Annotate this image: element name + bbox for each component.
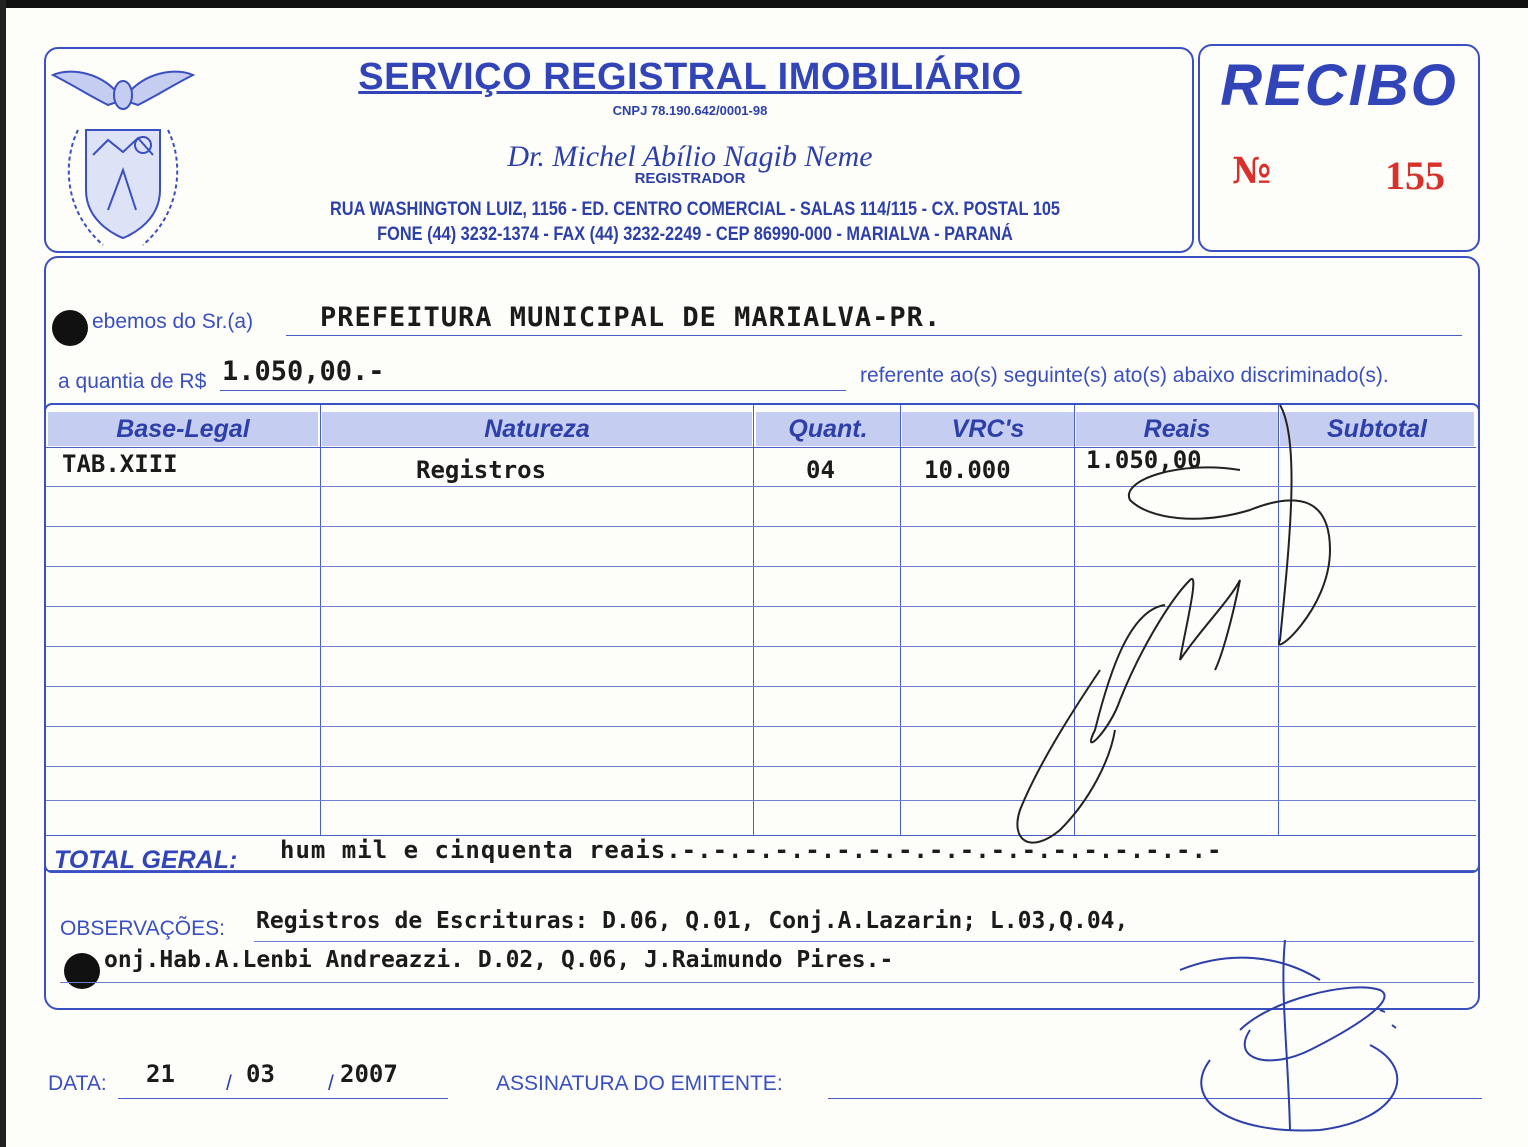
col-header-vrcs: VRC's [902,412,1074,446]
col-header-reais: Reais [1076,412,1278,446]
date-label: DATA: [48,1072,107,1095]
observations-line-1: Registros de Escrituras: D.06, Q.01, Conj.A.Lazarin; L.03,Q.04, [256,908,1129,934]
scan-left-edge [0,0,6,1147]
payer-underline [286,335,1462,336]
col-header-quant: Quant. [756,412,900,446]
amount-underline [220,390,846,391]
col-divider [900,405,901,835]
registry-title: SERVIÇO REGISTRAL IMOBILIÁRIO [358,56,1022,98]
observations-line-2: onj.Hab.A.Lenbi Andreazzi. D.02, Q.06, J.Raimundo Pires.- [104,947,894,973]
amount-value: 1.050,00.- [222,356,385,387]
receipt-number: 155 [1385,153,1445,198]
address-line-2: FONE (44) 3232-1374 - FAX (44) 3232-2249 - CEP 86990-000 - MARIALVA - PARANÁ [377,224,1013,245]
observations-label: OBSERVAÇÕES: [60,917,225,940]
amount-label: a quantia de R$ [58,370,207,393]
payer-label: ebemos do Sr.(a) [92,310,254,333]
handwritten-signature-table [1000,400,1360,880]
table-cell: TAB.XIII [62,450,178,478]
scan-top-edge [0,0,1528,8]
coat-of-arms-icon [48,60,198,260]
table-cell: Registros [416,456,547,484]
col-header-base-legal: Base-Legal [48,412,318,446]
col-divider [320,405,321,835]
punch-hole-bottom [64,953,100,989]
col-header-natureza: Natureza [322,412,752,446]
date-year: 2007 [340,1060,398,1088]
payer-value: PREFEITURA MUNICIPAL DE MARIALVA-PR. [320,302,942,333]
receipt-number-symbol: № [1232,150,1272,192]
col-header-subtotal: Subtotal [1280,412,1474,446]
total-label: TOTAL GERAL: [54,846,238,874]
amount-suffix: referente ao(s) seguinte(s) ato(s) abaixo discriminado(s). [860,364,1389,387]
registrar-name: Dr. Michel Abílio Nagib Neme [507,140,873,173]
table-cell: 04 [806,456,835,484]
date-day: 21 [146,1060,175,1088]
total-value: hum mil e cinquenta reais.-.-.-.-.-.-.-.-.-.-.-.-.-.-.-.-.-.- [280,836,1223,864]
table-cell: 1.050,00 [1086,446,1202,474]
registrar-role: REGISTRADOR [634,170,746,187]
table-cell: 10.000 [924,456,1011,484]
date-underline [118,1098,448,1099]
address-line-1: RUA WASHINGTON LUIZ, 1156 - ED. CENTRO COMERCIAL - SALAS 114/115 - CX. POSTAL 105 [329,199,1061,220]
signature-label: ASSINATURA DO EMITENTE: [496,1072,783,1095]
date-separator: / [328,1072,334,1095]
cnpj-text: CNPJ 78.190.642/0001-98 [612,103,768,118]
col-divider [753,405,754,835]
punch-hole-top [52,310,88,346]
handwritten-signature-issuer [1170,930,1440,1140]
date-month: 03 [246,1060,275,1088]
receipt-title: RECIBO [1220,53,1458,118]
date-separator: / [226,1072,232,1095]
